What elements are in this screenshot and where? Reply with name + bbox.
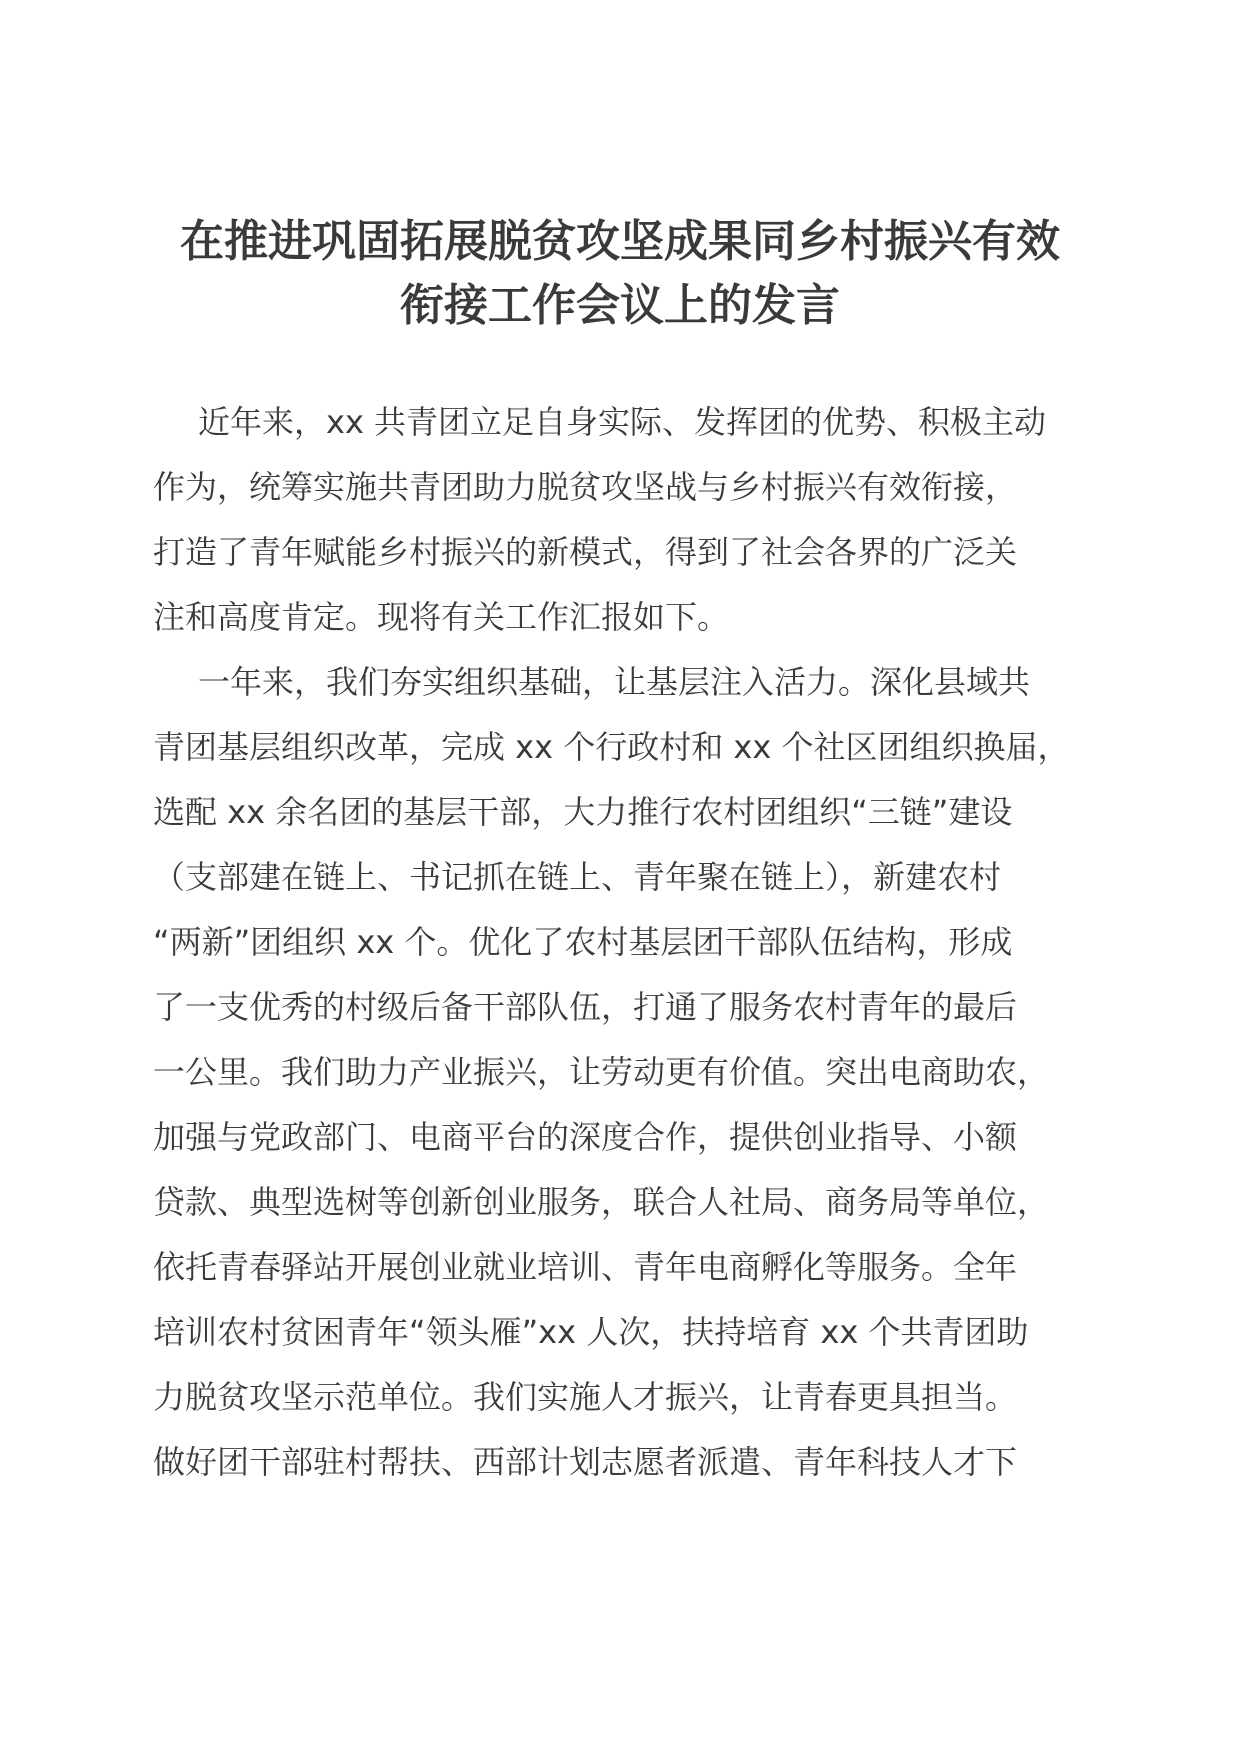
paragraph-work-summary — [153, 650, 1093, 1495]
text-line: 作为，统筹实施共青团助力脱贫攻坚战与乡村振兴有效衔接， — [153, 468, 1018, 506]
text-line: 近年来，xx 共青团立足自身实际、发挥团的优势、积极主动 — [198, 403, 1047, 441]
document-title — [150, 210, 1090, 338]
text-line: 做好团干部驻村帮扶、西部计划志愿者派遣、青年科技人才下 — [153, 1443, 1018, 1481]
text-line: 打造了青年赋能乡村振兴的新模式，得到了社会各界的广泛关 — [153, 533, 1018, 571]
text-line: 了一支优秀的村级后备干部队伍，打通了服务农村青年的最后 — [153, 988, 1018, 1026]
text-line: 依托青春驿站开展创业就业培训、青年电商孵化等服务。全年 — [153, 1248, 1018, 1286]
title-line: 衔接工作会议上的发言 — [400, 280, 840, 331]
document-body — [153, 390, 1093, 1495]
text-line: 培训农村贫困青年“领头雁”xx 人次，扶持培育 xx 个共青团助 — [153, 1313, 1029, 1351]
text-line: 注和高度肯定。现将有关工作汇报如下。 — [153, 598, 730, 636]
text-line: 一公里。我们助力产业振兴，让劳动更有价值。突出电商助农， — [153, 1053, 1050, 1091]
text-line: 一年来，我们夯实组织基础，让基层注入活力。深化县域共 — [198, 663, 1031, 701]
text-line: 贷款、典型选树等创新创业服务，联合人社局、商务局等单位， — [153, 1183, 1050, 1221]
text-line: “两新”团组织 xx 个。优化了农村基层团干部队伍结构，形成 — [153, 923, 1013, 961]
text-line: （支部建在链上、书记抓在链上、青年聚在链上），新建农村 — [153, 858, 1002, 896]
title-line: 在推进巩固拓展脱贫攻坚成果同乡村振兴有效 — [180, 216, 1060, 267]
text-line: 加强与党政部门、电商平台的深度合作，提供创业指导、小额 — [153, 1118, 1018, 1156]
text-line: 青团基层组织改革，完成 xx 个行政村和 xx 个社区团组织换届， — [153, 728, 1070, 766]
text-line: 力脱贫攻坚示范单位。我们实施人才振兴，让青春更具担当。 — [153, 1378, 1018, 1416]
paragraph-intro — [153, 390, 1093, 650]
text-line: 选配 xx 余名团的基层干部，大力推行农村团组织“三链”建设 — [153, 793, 1013, 831]
